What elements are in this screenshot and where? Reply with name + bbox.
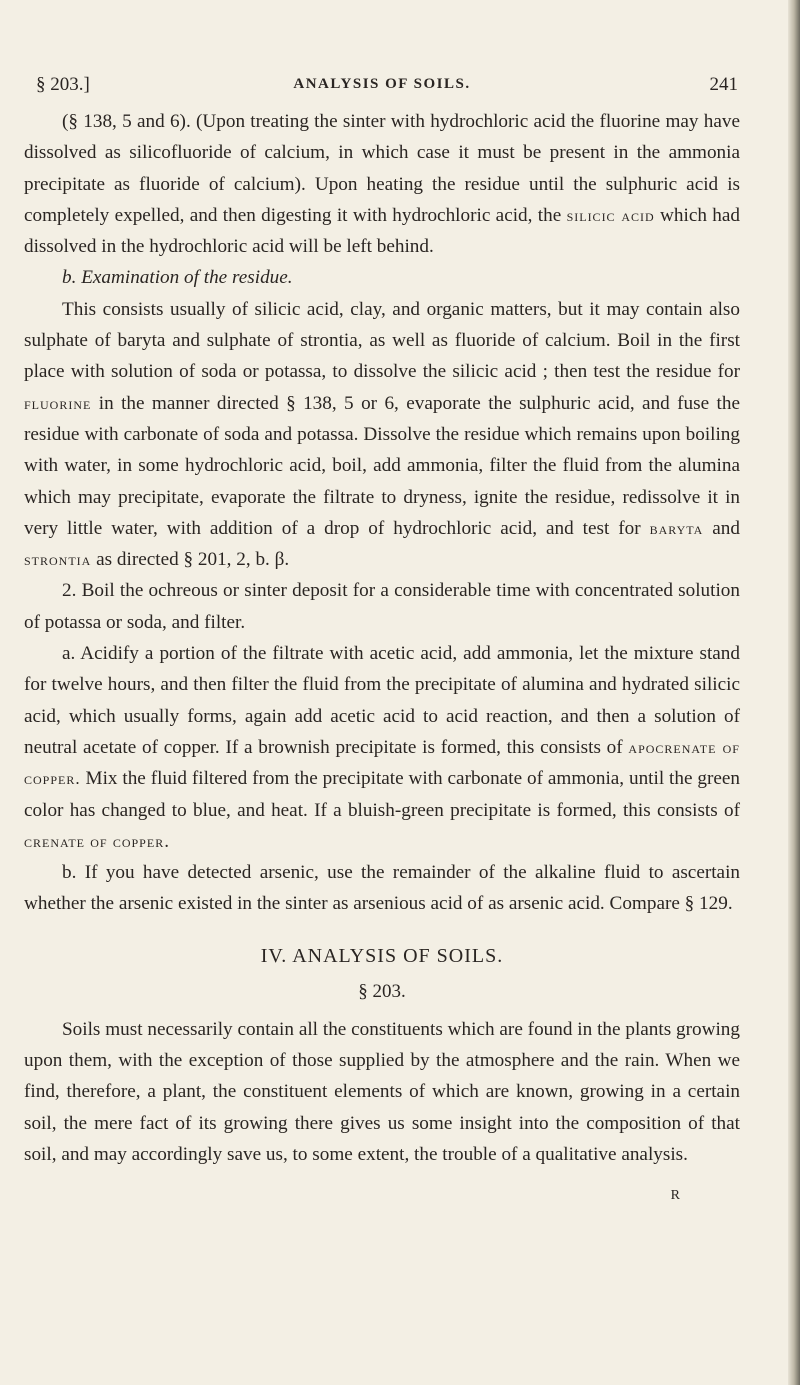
section-number: § 203.: [358, 980, 406, 1002]
page-number: 241: [709, 74, 738, 95]
signature-mark: R: [670, 1188, 680, 1204]
paragraph-2-text-c: and: [703, 517, 740, 539]
term-apocrenate-of-copper: apocrenate of copper.: [24, 737, 740, 789]
paragraph-4-text-c: .: [164, 830, 169, 852]
paragraph-4-text-b: Mix the fluid filtered from the precipitate with carbonate of ammonia, until the green color has changed to blue, and heat. If a bluish-green precipitate is formed, this consists of: [24, 768, 740, 821]
running-header: [24, 70, 740, 100]
section-heading: IV. ANALYSIS OF SOILS.: [260, 944, 504, 967]
paragraph-2-text-b: in the manner directed § 138, 5 or 6, evaporate the sulphuric acid, and fuse the residue with carbonate of soda and potassa. Dissolve the residue which remains upon boiling with water, in some hydrochloric acid, boil, add ammonia, filter the fluid from the alumina which may precipitate, evaporate the filtrate to dryness, ignite the residue, redissolve it in very little water, with addition of a drop of hydrochloric acid, and test for: [24, 392, 740, 539]
paragraph-3: 2. Boil the ochreous or sinter deposit for a considerable time with concentrated solution of potassa or soda, and filter.: [24, 580, 740, 633]
paragraph-4-text-a: a. Acidify a portion of the filtrate with acetic acid, add ammonia, let the mixture stand for twelve hours, and then filter the fluid from the precipitate of alumina and hydrated silicic acid, which usually forms, again add acetic acid to acid reaction, and then a solution of neutral acetate of copper. If a brownish precipitate is formed, this consists of: [24, 643, 740, 758]
paragraph-4: [24, 638, 740, 857]
header-section-ref: § 203.]: [36, 74, 90, 95]
paragraph-1-end: which had dissolved in the hydrochloric acid will be left behind.: [24, 204, 740, 258]
paragraph-2-text-d: as directed § 201, 2, b. β.: [91, 549, 290, 571]
book-page: [24, 70, 740, 1212]
paragraph-6: Soils must necessarily contain all the constituents which are found in the plants growing upon them, with the exception of those supplied by the atmosphere and the rain. When we find, therefore, a plant, the constituent elements of which are known, growing in a certain soil, the mere fact of its growing there gives us some insight into the composition of that soil, and may accordingly save us, to some extent, the trouble of a qualitative analysis.: [24, 1018, 740, 1165]
term-crenate-of-copper: crenate of copper: [24, 831, 165, 851]
paragraph-2-text-a: This consists usually of silicic acid, clay, and organic matters, but it may contain also sulphate of baryta and sulphate of strontia, as well as fluoride of calcium. Boil in the first place with solution of soda or potassa, to dissolve the silicic acid ; then test the residue for: [24, 298, 740, 383]
term-silicic-acid: silicic acid: [566, 205, 655, 225]
paragraph-1-text: (§ 138, 5 and 6). (Upon treating the sinter with hydrochloric acid the fluorine may have dissolved as silicofluoride of calcium, in which case it must be present in the ammonia precipitate as fluoride of calcium). Upon heating the residue until the sulphuric acid is completely expelled, and then digesting it with hydrochloric acid, the: [24, 111, 740, 226]
header-title: ANALYSIS OF SOILS.: [293, 76, 471, 92]
term-baryta: baryta: [649, 518, 704, 538]
body-text: [24, 106, 740, 1212]
paragraph-1: [24, 106, 740, 262]
term-strontia: strontia: [24, 550, 92, 570]
paragraph-5: b. If you have detected arsenic, use the remainder of the alkaline fluid to ascertain whether the arsenic existed in the sinter as arsenious acid of as arsenic acid. Compare § 129.: [24, 862, 740, 915]
term-fluorine: fluorine: [24, 393, 92, 413]
page-edge-shadow: [788, 0, 800, 1385]
subheading-b: b. Examination of the residue.: [62, 267, 293, 289]
paragraph-2: [24, 294, 740, 576]
